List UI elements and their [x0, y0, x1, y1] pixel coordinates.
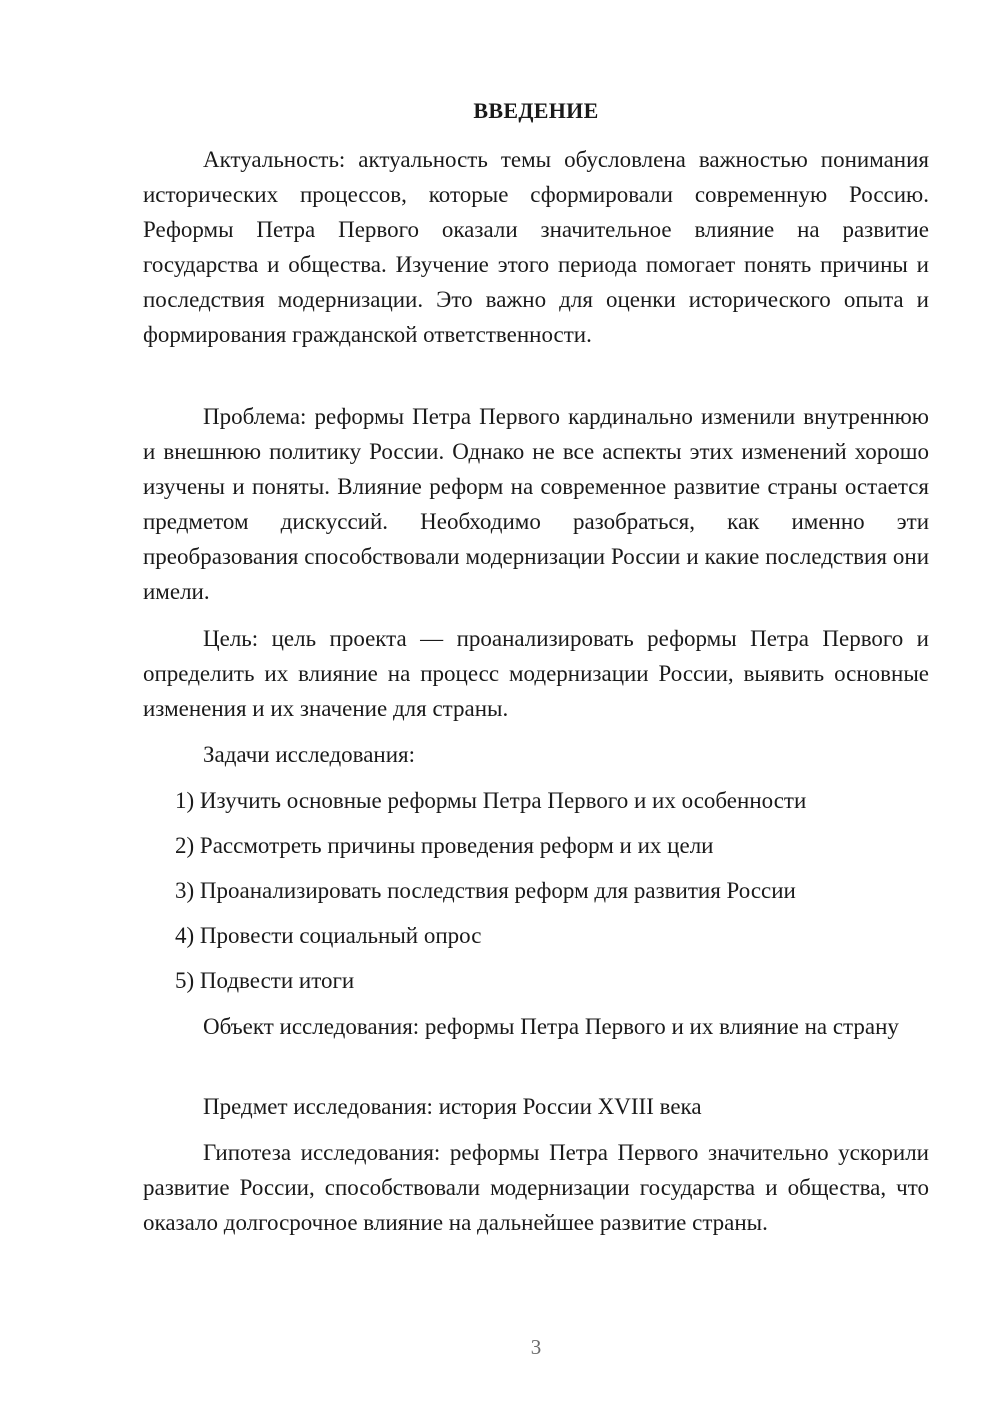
task-item-5: 5) Подвести итоги: [175, 968, 355, 993]
task-item-4: 4) Провести социальный опрос: [175, 923, 482, 948]
subject-paragraph: Предмет исследования: история России XVIII века: [203, 1094, 702, 1119]
tasks-heading: Задачи исследования:: [203, 742, 416, 767]
task-item-2: 2) Рассмотреть причины проведения реформ и их цели: [175, 833, 714, 858]
relevance-paragraph: Актуальность: актуальность темы обусловлена важностью понимания исторических процессов, которые сформировали современную Россию. Реформы Петра Первого оказали значительное влияние на развитие государства и общества. Изучение этого периода помогает понять причины и последствия модернизации. Это важно для оценки исторического опыта и формирования гражданской ответственности.: [143, 147, 929, 348]
document-page: [143, 0, 929, 1414]
problem-paragraph: Проблема: реформы Петра Первого кардинально изменили внутреннюю и внешнюю политику России. Однако не все аспекты этих изменений хорошо изучены и поняты. Влияние реформ на современное развитие страны остается предметом дискуссий. Необходимо разобраться, как именно эти преобразования способствовали модернизации России и какие последствия они имели.: [143, 404, 929, 605]
page-title: ВВЕДЕНИЕ: [473, 98, 599, 123]
hypothesis-paragraph: Гипотеза исследования: реформы Петра Первого значительно ускорили развитие России, способствовали модернизации государства и общества, что оказало долгосрочное влияние на дальнейшее развитие страны.: [143, 1140, 929, 1236]
page-number: 3: [530, 1335, 542, 1359]
object-paragraph: Объект исследования: реформы Петра Первого и их влияние на страну: [203, 1014, 899, 1039]
task-item-3: 3) Проанализировать последствия реформ для развития России: [175, 878, 796, 903]
goal-paragraph: Цель: цель проекта — проанализировать реформы Петра Первого и определить их влияние на процесс модернизации России, выявить основные изменения и их значение для страны.: [143, 626, 929, 722]
task-item-1: 1) Изучить основные реформы Петра Первого и их особенности: [175, 788, 807, 813]
